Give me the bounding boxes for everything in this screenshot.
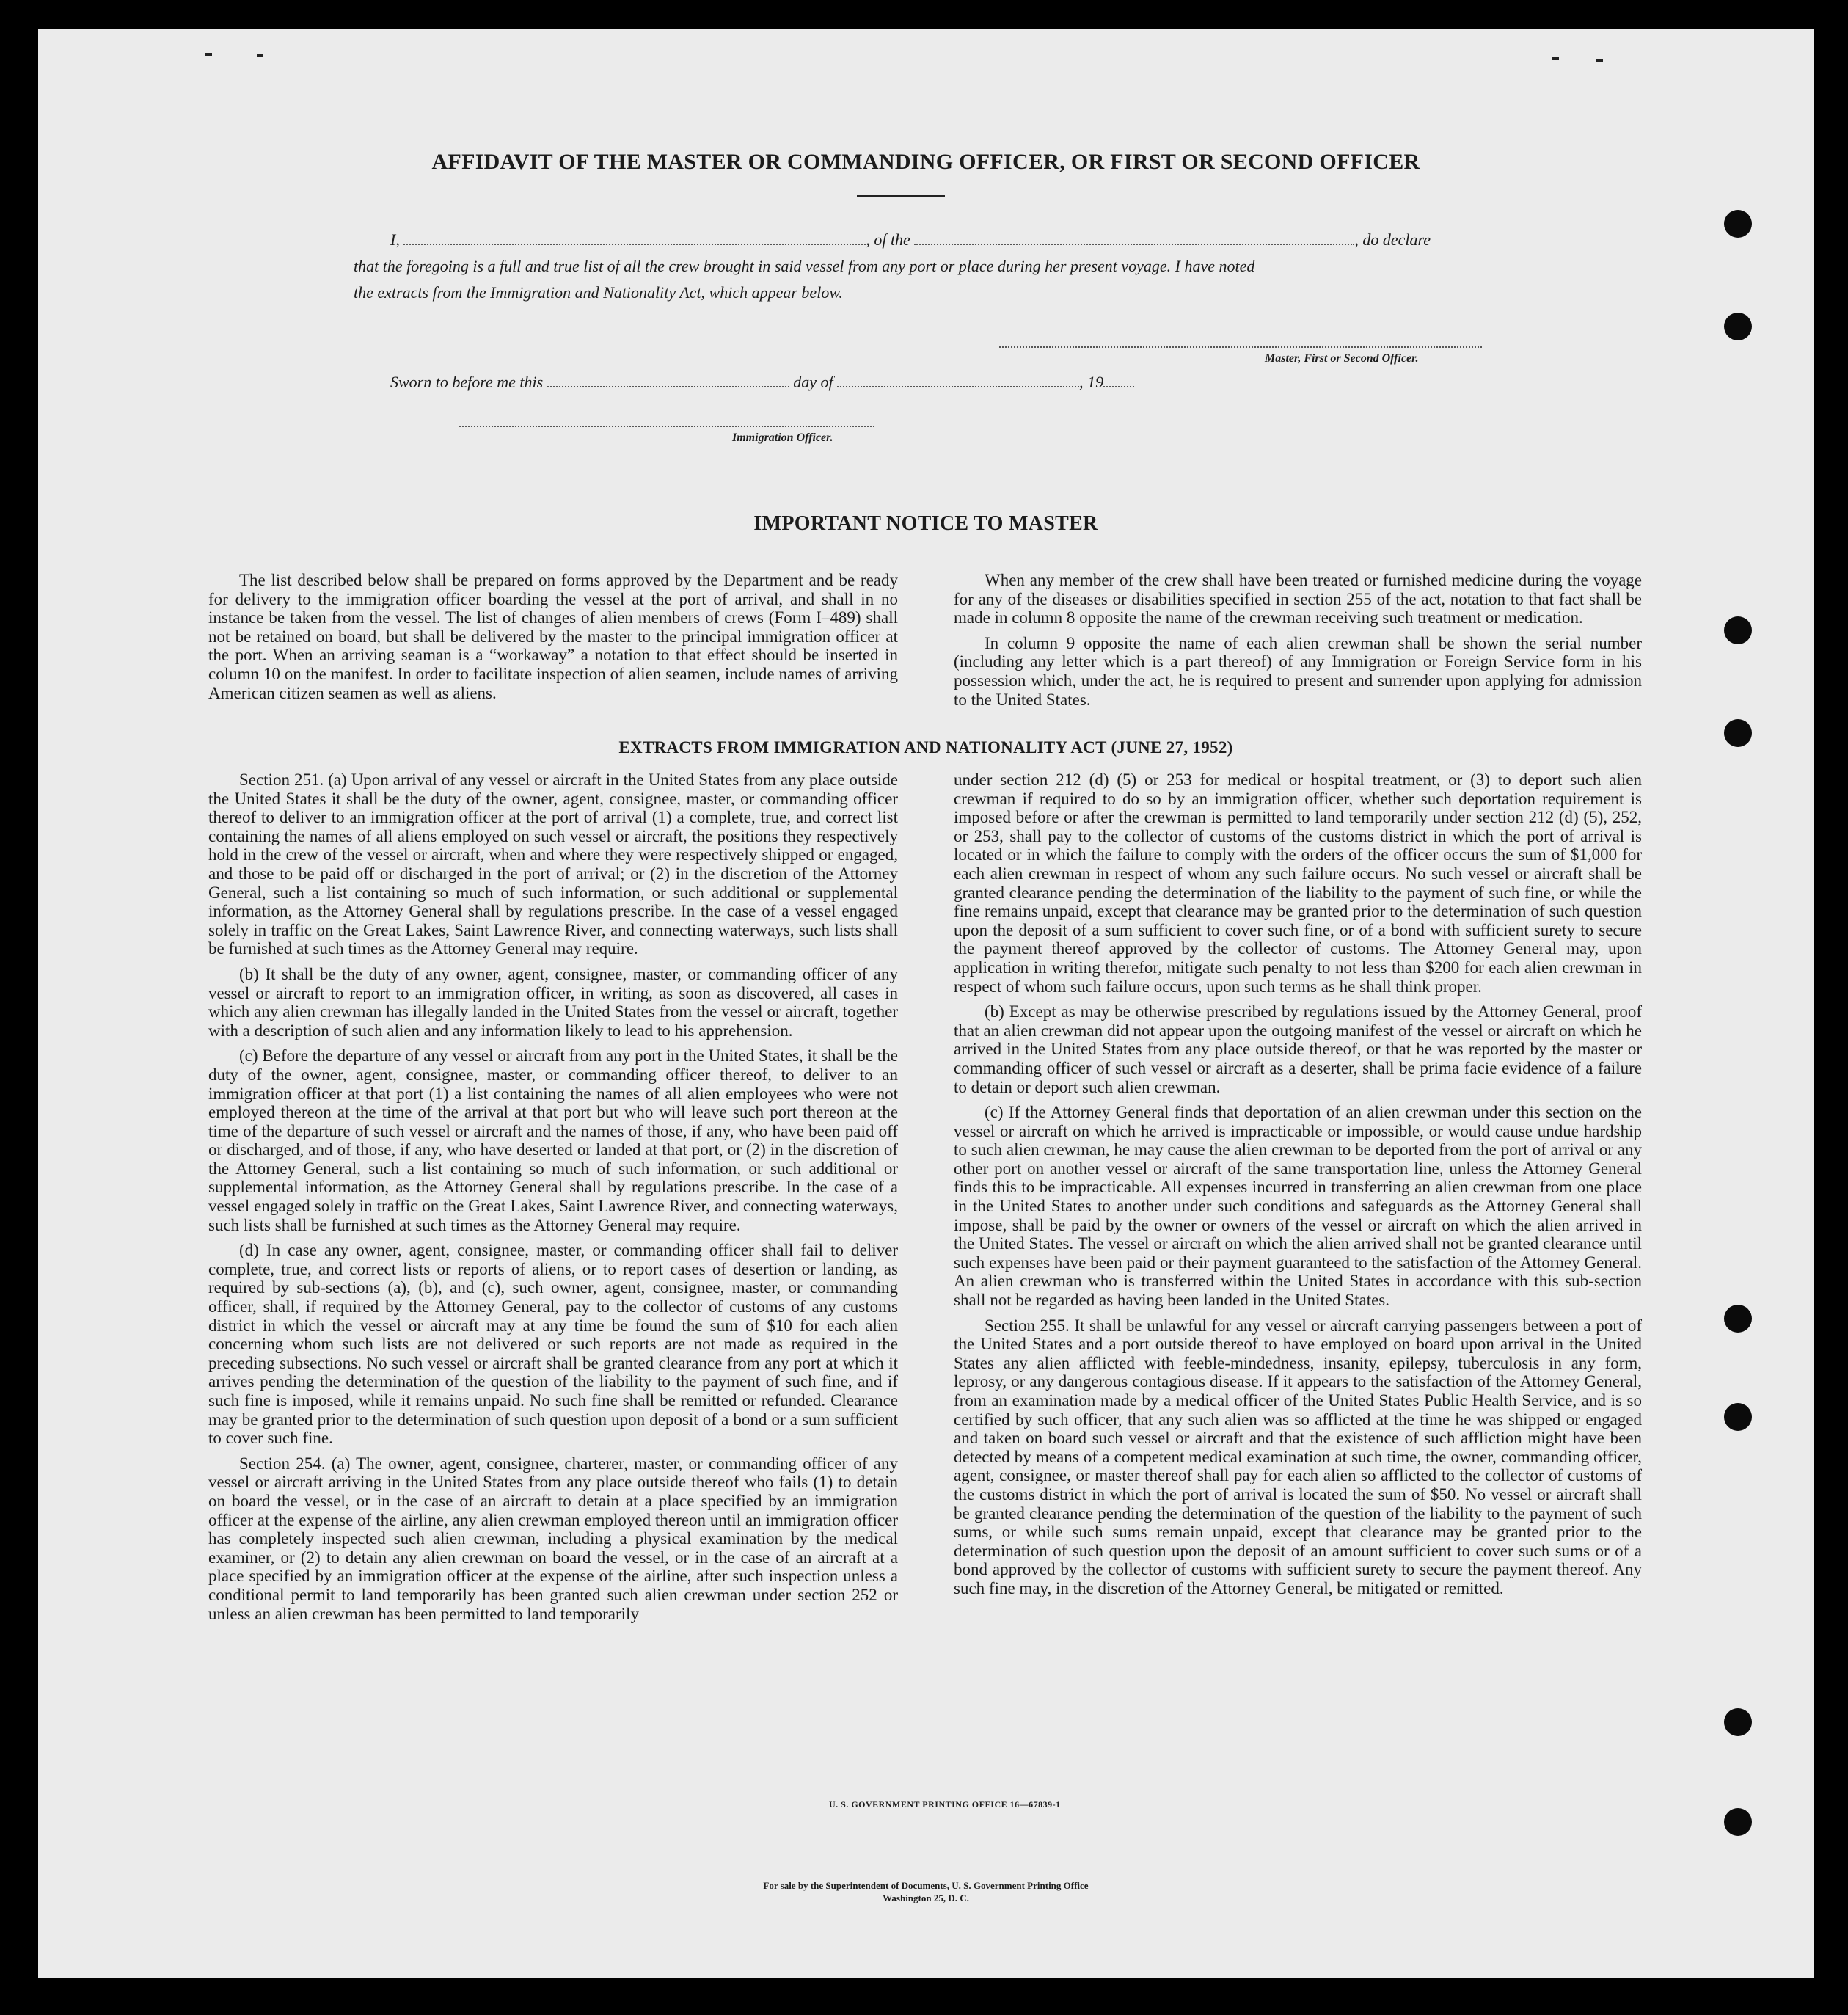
binder-hole-icon <box>1724 616 1752 644</box>
scan-speck <box>205 53 212 56</box>
extract-paragraph-251c: (c) Before the departure of any vessel or aircraft from any port in the United States, it shall be the duty of the owner, agent, consignee, master, or commanding officer thereof, to deliver to an immigration officer at that port (1) a list containing the names of all alien employees who were not employed thereon at the time of the arrival at that port but who will leave such port thereon at the time of the departure of such vessel or aircraft and the names of those, if any, who have been paid off or discharged, and of those, if any, who have deserted or landed at that port, or (2) in the discretion of the Attorney General, such a list containing so much of such information, or such additional or supplemental information, as the Attorney General shall by regulations prescribe. In the case of a vessel engaged solely in traffic on the Great Lakes, Saint Lawrence River, and connecting waterways, such lists shall be furnished at such times as the Attorney General may require. <box>208 1046 898 1234</box>
sworn-line <box>390 373 1134 392</box>
declarant-prefix: I, <box>390 230 400 249</box>
sworn-prefix: Sworn to before me this <box>390 373 544 391</box>
printing-office-imprint: U. S. GOVERNMENT PRINTING OFFICE 16—67839-1 <box>829 1799 1061 1810</box>
extract-paragraph-251a: Section 251. (a) Upon arrival of any vessel or aircraft in the United States from any place outside the United States it shall be the duty of the owner, agent, consignee, master, or commanding officer thereof to deliver to an immigration officer at the port of arrival (1) a complete, true, and correct list containing the names of all aliens employed on such vessel or aircraft, the positions they respectively hold in the crew of the vessel or aircraft, when and where they were respectively shipped or engaged, and those to be paid off or discharged in the port of arrival; or (2) in the discretion of the Attorney General, such a list containing so much of such information, or such additional or supplemental information, as the Attorney General shall by regulations prescribe. In the case of a vessel engaged solely in traffic on the Great Lakes, Saint Lawrence River, and connecting waterways, such lists shall be furnished at such times as the Attorney General may require. <box>208 770 898 958</box>
sale-notice-line2: Washington 25, D. C. <box>883 1892 969 1903</box>
scan-speck <box>1596 59 1603 62</box>
sworn-month-field[interactable] <box>837 373 1079 387</box>
extract-paragraph-254a: Section 254. (a) The owner, agent, consignee, charterer, master, or commanding officer of any vessel or aircraft arriving in the United States from any place outside thereof who fails (1) to detain on board the vessel, or in the case of an aircraft to detain at a place specified by an immigration officer at the expense of the airline, any alien crewman employed thereon until an immigration officer has completely inspected such alien crewman, including a physical examination by the medical examiner, or (2) to detain any alien crewman on board the vessel, or in the case of an aircraft at a place specified by an immigration officer at the expense of the airline, after such inspection unless a conditional permit to land temporarily has been granted such alien crewman under section 252 or unless an alien crewman has been permitted to land temporarily <box>208 1454 898 1623</box>
immigration-officer-caption: Immigration Officer. <box>732 431 833 444</box>
scan-speck <box>1552 57 1559 60</box>
notice-title: IMPORTANT NOTICE TO MASTER <box>753 512 1098 535</box>
extract-paragraph-254a-continued: under section 212 (d) (5) or 253 for medical or hospital treatment, or (3) to deport such alien crewman if required to do so by an immigration officer, whether such deportation requirement is imposed before or after the crewman is permitted to land temporarily under section 212 (d) (5), 252, or 253, shall pay to the collector of customs of the customs district in which the port of arrival is located or in which the failure to comply with the orders of the officer occurs the sum of $1,000 for each alien crewman in respect of whom any such failure occurs. No such vessel or aircraft shall be granted clearance pending the determination of the liability to the payment of such fine, or while the fine remains unpaid, except that clearance may be granted prior to the determination of such question upon the deposit of a sum sufficient to cover such fine, or of a bond with sufficient surety to secure the payment thereof approved by the collector of customs. The Attorney General may, upon application in writing therefor, mitigate such penalty to not less than $200 for each alien crewman in respect of whom such failure occurs, upon such terms as he shall think proper. <box>954 770 1642 996</box>
extract-paragraph-254b: (b) Except as may be otherwise prescribed by regulations issued by the Attorney General, proof that an alien crewman did not appear upon the outgoing manifest of the vessel or aircraft on which he arrived in the United States from any place outside thereof, or that he was reported by the master or commanding officer of such vessel or aircraft as a deserter, shall be prima facie evidence of a failure to detain or deport such alien crewman. <box>954 1002 1642 1096</box>
sale-notice-line1: For sale by the Superintendent of Documents, U. S. Government Printing Office <box>763 1880 1089 1891</box>
extract-paragraph-251d: (d) In case any owner, agent, consignee, master, or commanding officer shall fail to deliver complete, true, and correct lists or reports of aliens, or to report cases of desertion or landing, as required by sub-sections (a), (b), and (c), such owner, agent, consignee, master, or commanding officer, shall, if required by the Attorney General, pay to the collector of customs of any customs district in which the vessel or aircraft may at any time be found the sum of $10 for each alien concerning whom such lists are not delivered or such reports are not made as required in the preceding subsections. No such vessel or aircraft shall be granted clearance from any port at which it arrives pending the determination of the question of the liability to the payment of such fine, and if such fine is imposed, while it remains unpaid. No such fine shall be remitted or refunded. Clearance may be granted prior to the determination of such question upon deposit of a bond or a sum sufficient to cover such fine. <box>208 1241 898 1448</box>
extract-paragraph-254c: (c) If the Attorney General finds that deportation of an alien crewman under this section on the vessel or aircraft on which he arrived is impracticable or impossible, or would cause undue hardship to such alien crewman, he may cause the alien crewman to be deported from the port of arrival or any other port on another vessel or aircraft of the same transportation line, unless the Attorney General finds this to be impracticable. All expenses incurred in transferring an alien crewman from one place in the United States to another under such conditions and safeguards as the Attorney General shall impose, shall be paid by the owner or owners of the vessel or aircraft on which the alien arrived in the United States. The vessel or aircraft on which the alien arrived shall not be granted clearance until such expenses have been paid or their payment guaranteed to the satisfaction of the Attorney General. An alien crewman who is transferred within the United States in accordance with this sub-section shall not be regarded as having been landed in the United States. <box>954 1103 1642 1310</box>
notice-left-column <box>208 571 898 702</box>
of-the-label: , of the <box>866 230 910 249</box>
binder-hole-icon <box>1724 1305 1752 1333</box>
binder-hole-icon <box>1724 1403 1752 1431</box>
declaration-line <box>390 230 1520 249</box>
extract-paragraph-255: Section 255. It shall be unlawful for any vessel or aircraft carrying passengers between a port of the United States and a port outside thereof to have employed on board upon arrival in the United States any alien afflicted with feeble-mindedness, insanity, epilepsy, tuberculosis in any form, leprosy, or any dangerous contagious disease. If it appears to the satisfaction of the Attorney General, from an examination made by a medical officer of the United States Public Health Service, and is so certified by such officer, that any such alien was so afflicted at the time he was shipped or engaged and taken on board such vessel or aircraft and that the existence of such affliction might have been detected by means of a competent medical examination at such time, the owner, commanding officer, agent, consignee, or master thereof shall pay for each alien so afflicted to the collector of customs of the customs district in which the port of arrival is located the sum of $50. No vessel or aircraft shall be granted clearance pending the determination of the question of the liability to the payment of such sums, or while such sums remain unpaid, except that clearance may be granted prior to the determination of such question upon the deposit of an amount sufficient to cover such sums or of a bond approved by the collector of customs with sufficient surety to secure the payment thereof. Any such fine may, in the discretion of the Attorney General, be mitigated or remitted. <box>954 1316 1642 1597</box>
vessel-name-field[interactable] <box>914 230 1354 245</box>
do-declare-label: , do declare <box>1354 230 1431 249</box>
affidavit-title: AFFIDAVIT OF THE MASTER OR COMMANDING OFFICER, OR FIRST OR SECOND OFFICER <box>431 150 1420 174</box>
binder-hole-icon <box>1724 313 1752 340</box>
declarant-name-field[interactable] <box>403 230 866 245</box>
extracts-left-column <box>208 770 898 1623</box>
day-of-label: day of <box>793 373 833 391</box>
master-signature-field[interactable] <box>999 346 1482 348</box>
title-rule <box>857 195 945 197</box>
notice-right-paragraph: In column 9 opposite the name of each alien crewman shall be shown the serial number (including any letter which is a part thereof) of any Immigration or Foreign Service form in his possession which, under the act, he is required to present and surrender upon applying for admission to the United States. <box>954 633 1642 709</box>
scan-speck <box>257 54 263 57</box>
sworn-year-field[interactable] <box>1103 373 1134 387</box>
binder-hole-icon <box>1724 1808 1752 1836</box>
year-prefix: , 19 <box>1079 373 1104 391</box>
sworn-day-field[interactable] <box>547 373 789 387</box>
notice-right-paragraph: When any member of the crew shall have been treated or furnished medicine during the voyage for any of the diseases or disabilities specified in section 255 of the act, notation to that fact shall be made in column 8 opposite the name of the crewman receiving such treatment or medication. <box>954 571 1642 627</box>
notice-right-column <box>954 571 1642 709</box>
document-page <box>38 29 1814 1978</box>
extract-paragraph-251b: (b) It shall be the duty of any owner, agent, consignee, master, or commanding officer of any vessel or aircraft to report to an immigration officer, in writing, as soon as discovered, all cases in which any alien crewman has illegally landed in the United States from the vessel or aircraft, together with a description of such alien and any information likely to lead to his apprehension. <box>208 964 898 1040</box>
immigration-officer-signature-field[interactable] <box>459 426 874 427</box>
declaration-statement-line1: that the foregoing is a full and true list of all the crew brought in said vessel from any port or place during her present voyage. I have noted <box>354 257 1255 275</box>
extracts-title: EXTRACTS FROM IMMIGRATION AND NATIONALITY ACT (JUNE 27, 1952) <box>618 738 1233 757</box>
master-signature-caption: Master, First or Second Officer. <box>1265 352 1419 365</box>
binder-hole-icon <box>1724 210 1752 238</box>
extracts-right-column <box>954 770 1642 1598</box>
binder-hole-icon <box>1724 1708 1752 1736</box>
notice-left-paragraph: The list described below shall be prepared on forms approved by the Department and be ready for delivery to the immigration officer boarding the vessel at the port of arrival, and shall in no instance be taken from the vessel. The list of changes of alien members of crews (Form I–489) shall not be retained on board, but shall be delivered by the master to the principal immigration officer at the port. When an arriving seaman is a “workaway” a notation to that effect should be inserted in column 10 on the manifest. In order to facilitate inspection of alien seamen, include names of arriving American citizen seamen as well as aliens. <box>208 571 898 702</box>
declaration-statement-line2: the extracts from the Immigration and Nationality Act, which appear below. <box>354 283 843 302</box>
